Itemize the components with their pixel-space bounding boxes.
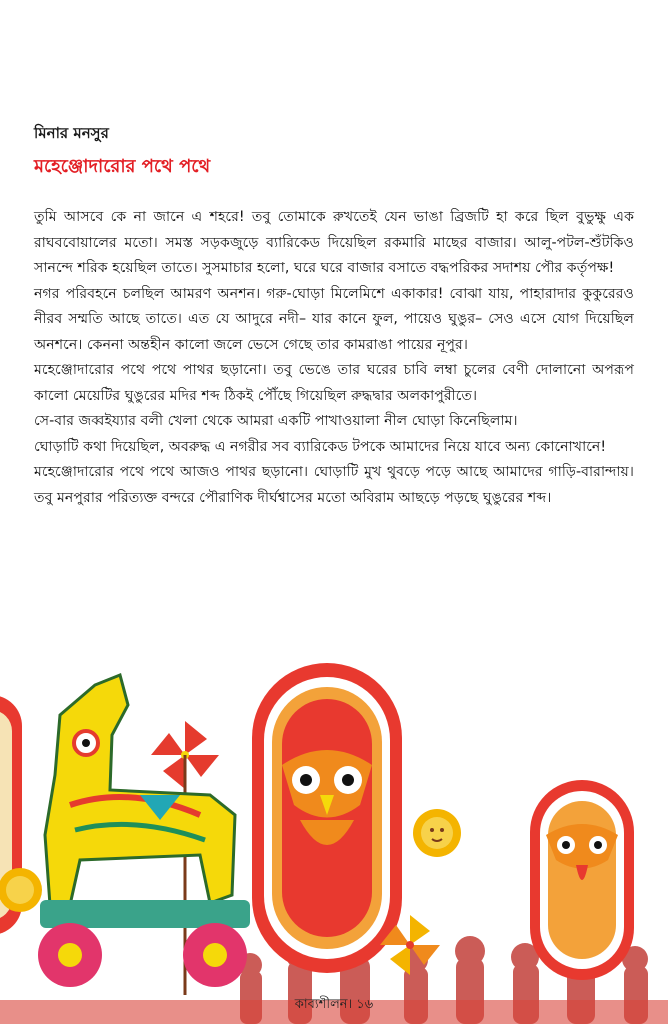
- paragraph: ঘোড়াটি কথা দিয়েছিল, অবরুদ্ধ এ নগরীর সব ব্যারিকেড টপকে আমাদের নিয়ে যাবে অন্য কোনোখানে!: [34, 438, 607, 455]
- poem-body: [34, 205, 634, 511]
- owl-mask-icon: [252, 663, 402, 973]
- horse-toy-icon: [38, 675, 250, 987]
- poem-title: মহেঞ্জোদারোর পথে পথে: [34, 156, 211, 177]
- paragraph: নগর পরিবহনে চলছিল আমরণ অনশন। গরু-ঘোড়া মিলেমিশে একাকার! বোঝা যায়, পাহারাদার কুকুরেরও নীরব সম্মতি আছে তাতে। এত যে আদুরে নদী– যার কানে ফুল, পায়েও ঘুঙুর– সেও এসে যোগ দিয়েছিল অনশনে। কেননা অন্তহীন কালো জলে ভেসে গেছে তার কামরাঙা পায়ের নূপুর।: [34, 285, 634, 353]
- paragraph: তুমি আসবে কে না জানে এ শহরে! তবু তোমাকে রুখতেই যেন ভাঙা ব্রিজটি হা করে ছিল বুভুক্ষু এক রাঘববোয়ালের মতো। সমস্ত সড়কজুড়ে ব্যারিকেড দিয়েছিল রকমারি মাছের বাজার। আলু-পটল-শুঁটকিও সানন্দে শরিক হয়েছিল তাতে। সুসমাচার হলো, ঘরে ঘরে বাজার বসাতে বদ্ধপরিকর সদাশয় পৌর কর্তৃপক্ষ!: [34, 209, 634, 276]
- paragraph: মহেঞ্জোদারোর পথে পথে আজও পাথর ছড়ানো। ঘোড়াটি মুখ থুবড়ে পড়ে আছে আমাদের গাড়ি-বারান্দায়। তবু মনপুরার পরিত্যক্ত বন্দরে পৌরাণিক দীর্ঘশ্বাসের মতো অবিরাম আছড়ে পড়ছে ঘুঙুরের শব্দ।: [34, 464, 634, 506]
- page-footer: কাব্যশীলন। ১৬: [294, 997, 374, 1012]
- sun-face-icon: [0, 868, 42, 912]
- paragraph: মহেঞ্জোদারোর পথে পথে পাথর ছড়ানো। তবু ভেঙে তার ঘরের চাবি লম্বা চুলের বেণী দোলানো অপরূপ কালো মেয়েটির ঘুঙুরের মদির শব্দ ঠিকই পৌঁছে গিয়েছিল রুদ্ধদ্বার অলকাপুরীতে।: [34, 362, 634, 404]
- paragraph: সে-বার জব্বইয্যার বলী খেলা থেকে আমরা একটি পাখাওয়ালা নীল ঘোড়া কিনেছিলাম।: [34, 413, 518, 429]
- owl-mask-icon: [530, 780, 634, 980]
- sun-face-icon: [413, 809, 461, 857]
- author-name: মিনার মনসুর: [34, 124, 109, 142]
- festival-illustration: [0, 655, 668, 1024]
